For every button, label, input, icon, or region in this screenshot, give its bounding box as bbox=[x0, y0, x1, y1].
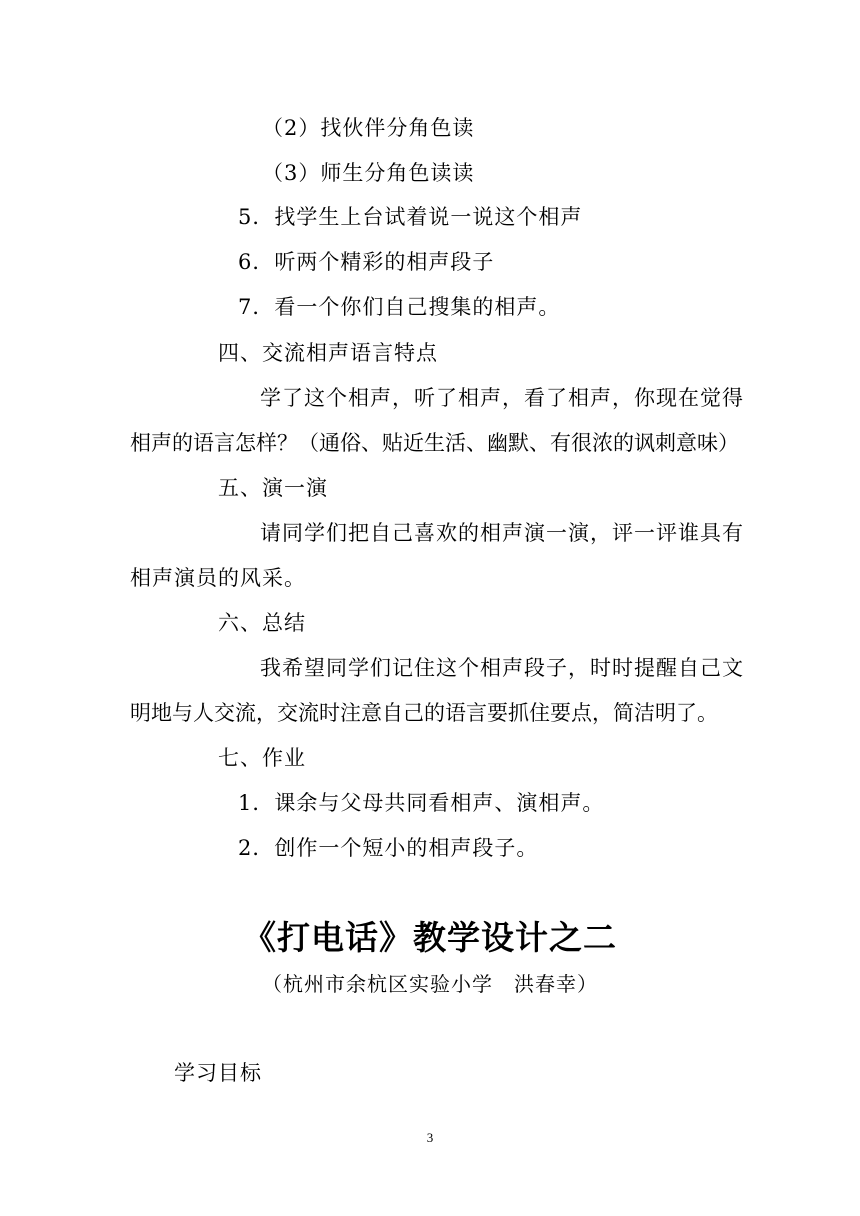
page-number: 3 bbox=[426, 1130, 434, 1145]
text-line: （3）师生分角色读读 bbox=[262, 161, 475, 185]
section-heading-7: 七、作业 bbox=[218, 746, 306, 770]
paragraph-line: 相声演员的风采。 bbox=[130, 566, 306, 590]
text-line: 2．创作一个短小的相声段子。 bbox=[238, 836, 539, 860]
document-subtitle: （杭州市余杭区实验小学 洪春幸） bbox=[262, 972, 598, 996]
text-line: （2）找伙伴分角色读 bbox=[262, 116, 475, 140]
text-line: 1．课余与父母共同看相声、演相声。 bbox=[238, 791, 605, 815]
learning-objectives-heading: 学习目标 bbox=[174, 1061, 262, 1085]
paragraph-line: 我希望同学们记住这个相声段子，时时提醒自己文 bbox=[260, 656, 744, 680]
paragraph-line: 明地与人交流，交流时注意自己的语言要抓住要点，简洁明了。 bbox=[130, 701, 718, 725]
text-line: 6．听两个精彩的相声段子 bbox=[238, 250, 495, 274]
paragraph-line: 请同学们把自己喜欢的相声演一演，评一评谁具有 bbox=[260, 521, 744, 545]
paragraph-line: 相声的语言怎样？（通俗、贴近生活、幽默、有很浓的讽刺意味） bbox=[130, 431, 739, 455]
section-heading-4: 四、交流相声语言特点 bbox=[218, 341, 438, 365]
text-line: 5．找学生上台试着说一说这个相声 bbox=[238, 205, 583, 229]
section-heading-6: 六、总结 bbox=[218, 611, 306, 635]
paragraph-line: 学了这个相声，听了相声，看了相声，你现在觉得 bbox=[260, 386, 744, 410]
document-title: 《打电话》教学设计之二 bbox=[243, 918, 617, 957]
text-line: 7．看一个你们自己搜集的相声。 bbox=[238, 295, 561, 319]
section-heading-5: 五、演一演 bbox=[218, 476, 328, 500]
